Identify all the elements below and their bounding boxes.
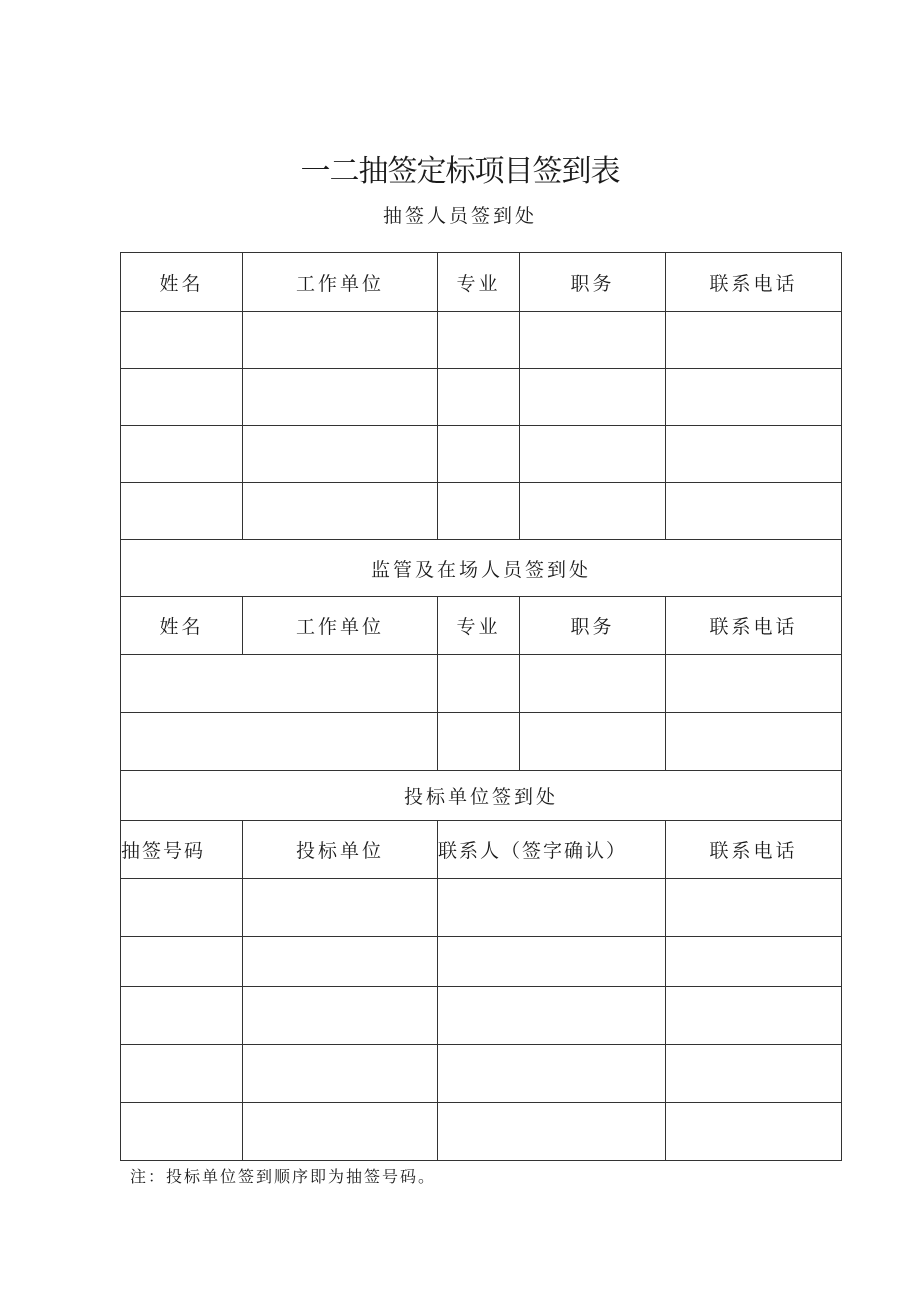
header-bidding-unit: 投标单位 — [243, 821, 438, 879]
table-row — [121, 483, 842, 540]
cell-contact[interactable] — [438, 1103, 666, 1161]
section-heading-row — [121, 771, 842, 821]
cell-name-work-unit[interactable] — [121, 655, 438, 713]
cell-position[interactable] — [520, 369, 666, 426]
header-contact-signature: 联系人（签字确认） — [438, 821, 666, 879]
cell-contact[interactable] — [438, 987, 666, 1045]
sign-in-table — [120, 252, 842, 1161]
cell-specialty[interactable] — [438, 369, 520, 426]
header-phone: 联系电话 — [666, 253, 842, 312]
cell-position[interactable] — [520, 312, 666, 369]
cell-phone[interactable] — [666, 1103, 842, 1161]
cell-phone[interactable] — [666, 1045, 842, 1103]
cell-position[interactable] — [520, 655, 666, 713]
table-header-row — [121, 253, 842, 312]
cell-phone[interactable] — [666, 713, 842, 771]
footnote: 注：投标单位签到顺序即为抽签号码。 — [130, 1167, 437, 1186]
cell-position[interactable] — [520, 713, 666, 771]
header-position: 职务 — [520, 597, 666, 655]
table-row — [121, 937, 842, 987]
cell-contact[interactable] — [438, 1045, 666, 1103]
cell-name[interactable] — [121, 483, 243, 540]
cell-phone[interactable] — [666, 655, 842, 713]
cell-specialty[interactable] — [438, 713, 520, 771]
cell-specialty[interactable] — [438, 426, 520, 483]
cell-draw-number[interactable] — [121, 879, 243, 937]
cell-name[interactable] — [121, 369, 243, 426]
cell-contact[interactable] — [438, 937, 666, 987]
cell-phone[interactable] — [666, 987, 842, 1045]
cell-draw-number[interactable] — [121, 987, 243, 1045]
page-title: 一二抽签定标项目签到表 — [300, 154, 620, 189]
cell-name-work-unit[interactable] — [121, 713, 438, 771]
table-row — [121, 655, 842, 713]
header-name: 姓名 — [121, 597, 243, 655]
table-row — [121, 879, 842, 937]
cell-draw-number[interactable] — [121, 937, 243, 987]
cell-specialty[interactable] — [438, 312, 520, 369]
section-heading-drawing-staff: 抽签人员签到处 — [382, 205, 537, 227]
table-row — [121, 713, 842, 771]
cell-bidding-unit[interactable] — [243, 879, 438, 937]
section-heading-bidders: 投标单位签到处 — [121, 771, 842, 821]
cell-work-unit[interactable] — [243, 369, 438, 426]
cell-name[interactable] — [121, 312, 243, 369]
header-phone: 联系电话 — [666, 597, 842, 655]
cell-bidding-unit[interactable] — [243, 987, 438, 1045]
cell-phone[interactable] — [666, 483, 842, 540]
cell-position[interactable] — [520, 483, 666, 540]
header-name: 姓名 — [121, 253, 243, 312]
header-draw-number: 抽签号码 — [121, 821, 243, 879]
cell-phone[interactable] — [666, 426, 842, 483]
table-row — [121, 312, 842, 369]
header-specialty: 专业 — [438, 253, 520, 312]
table-header-row — [121, 821, 842, 879]
cell-bidding-unit[interactable] — [243, 937, 438, 987]
cell-bidding-unit[interactable] — [243, 1103, 438, 1161]
table-header-row — [121, 597, 842, 655]
cell-work-unit[interactable] — [243, 426, 438, 483]
cell-work-unit[interactable] — [243, 312, 438, 369]
section-heading-supervision: 监管及在场人员签到处 — [121, 540, 842, 597]
cell-draw-number[interactable] — [121, 1045, 243, 1103]
cell-phone[interactable] — [666, 879, 842, 937]
cell-contact[interactable] — [438, 879, 666, 937]
header-position: 职务 — [520, 253, 666, 312]
cell-work-unit[interactable] — [243, 483, 438, 540]
cell-phone[interactable] — [666, 312, 842, 369]
table-row — [121, 1045, 842, 1103]
cell-name[interactable] — [121, 426, 243, 483]
table-row — [121, 1103, 842, 1161]
header-work-unit: 工作单位 — [243, 597, 438, 655]
cell-phone[interactable] — [666, 937, 842, 987]
header-phone: 联系电话 — [666, 821, 842, 879]
section-heading-row — [121, 540, 842, 597]
cell-specialty[interactable] — [438, 483, 520, 540]
header-work-unit: 工作单位 — [243, 253, 438, 312]
cell-phone[interactable] — [666, 369, 842, 426]
table-row — [121, 369, 842, 426]
cell-specialty[interactable] — [438, 655, 520, 713]
cell-bidding-unit[interactable] — [243, 1045, 438, 1103]
cell-draw-number[interactable] — [121, 1103, 243, 1161]
cell-position[interactable] — [520, 426, 666, 483]
header-specialty: 专业 — [438, 597, 520, 655]
table-row — [121, 987, 842, 1045]
table-row — [121, 426, 842, 483]
